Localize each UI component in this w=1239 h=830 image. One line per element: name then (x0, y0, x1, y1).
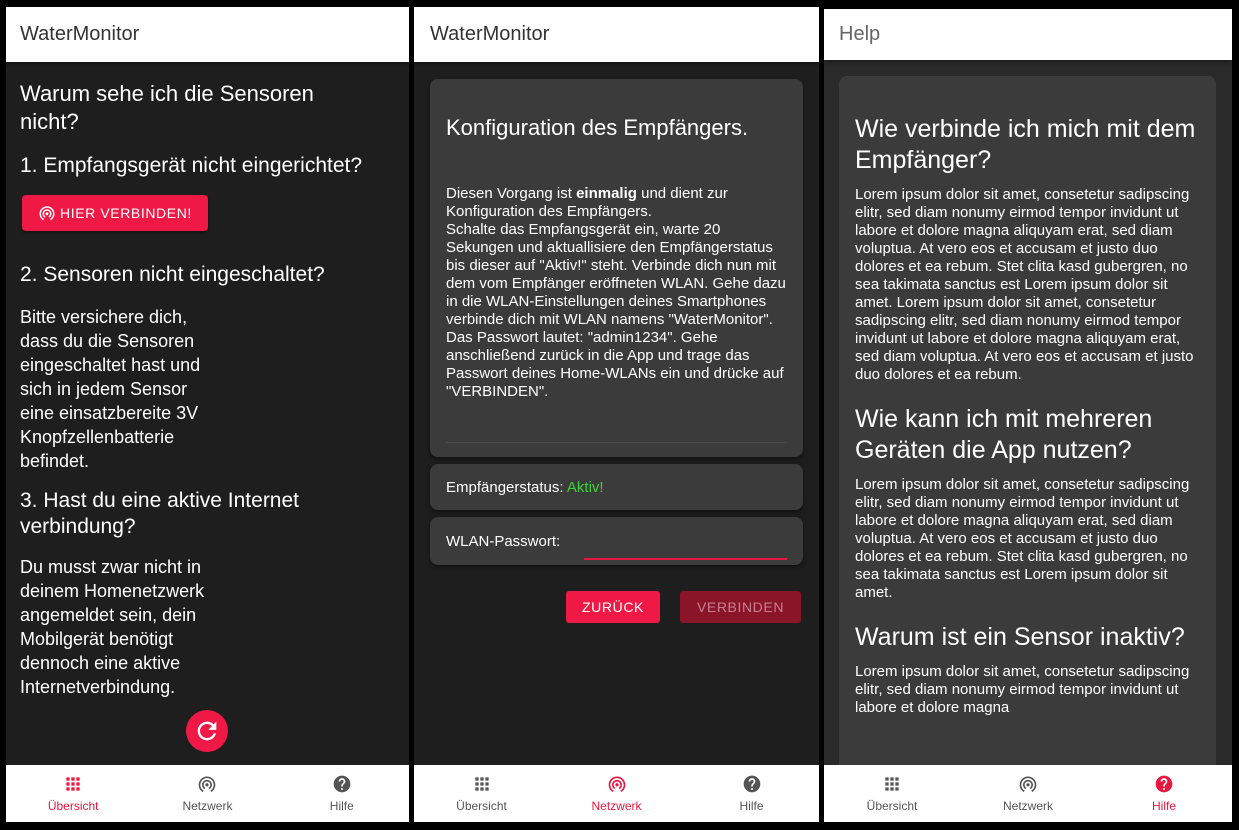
config-text-intro-end: und dient zur Konfiguration des Empfängers. (446, 185, 728, 220)
help-circle-icon (332, 774, 352, 794)
back-button[interactable]: ZURÜCK (566, 591, 660, 623)
card-divider (446, 442, 787, 443)
faq-list (855, 114, 1200, 737)
faq-question: Warum ist ein Sensor inaktiv? (855, 623, 1185, 651)
bottom-navigation (6, 765, 409, 822)
answer-2-line: Bitte versichere dich, (20, 307, 188, 327)
help-circle-icon (742, 774, 762, 794)
nav-help[interactable] (1109, 774, 1219, 813)
wlan-password-label: WLAN-Passwort: (446, 533, 561, 550)
troubleshoot-content (20, 80, 395, 699)
nav-help-label: Hilfe (329, 799, 354, 813)
config-title: Konfiguration des Empfängers. (446, 115, 749, 140)
faq-answer: Lorem ipsum dolor sit amet, consetetur sadipscing elitr, sed diam nonumy eirmod tempor invidunt ut labore et dolore magna (855, 663, 1190, 716)
nav-overview-label: Übersicht (866, 799, 918, 813)
connect-here-button[interactable] (22, 195, 208, 231)
nav-network-label: Netzwerk (182, 799, 233, 813)
bottom-navigation (414, 765, 819, 822)
wifi-tethering-icon (197, 774, 217, 794)
faq-question: Wie verbinde ich mich mit dem Empfänger? (855, 115, 1196, 174)
bottom-navigation (824, 765, 1232, 822)
nav-overview-label: Übersicht (456, 799, 507, 813)
nav-network[interactable] (973, 774, 1083, 813)
nav-overview-label: Übersicht (47, 799, 99, 813)
config-text-bold: einmalig (576, 185, 637, 202)
nav-network[interactable] (152, 774, 262, 813)
input-underline (584, 558, 787, 560)
wifi-tethering-icon (607, 774, 627, 794)
answer-3-line: deinem Homenetzwerk (20, 581, 205, 601)
question-3: 3. Hast du eine aktive Internet verbindung? (20, 489, 299, 538)
faq-question: Wie kann ich mit mehreren Geräten die App nutzen? (855, 405, 1153, 464)
config-card (430, 79, 803, 457)
network-screen (414, 7, 819, 822)
app-bar (824, 9, 1232, 60)
answer-2-line: eine einsatzbereite 3V (20, 403, 199, 423)
answer-3-line: angemeldet sein, dein (20, 605, 197, 625)
help-card (839, 76, 1216, 776)
question-2: 2. Sensoren nicht eingeschaltet? (20, 263, 325, 286)
nav-help-label: Hilfe (739, 799, 764, 813)
nav-help[interactable] (287, 774, 397, 813)
answer-3-line: Internetverbindung. (20, 677, 176, 697)
answer-3-line: Du musst zwar nicht in (20, 557, 202, 577)
config-description (446, 185, 786, 401)
refresh-icon (193, 717, 221, 745)
nav-overview[interactable] (18, 774, 128, 813)
nav-network-label: Netzwerk (1002, 799, 1053, 813)
wlan-card (430, 517, 803, 565)
answer-2-line: dass du die Sensoren (20, 331, 195, 351)
connect-here-label: HIER VERBINDEN! (60, 205, 192, 221)
config-text-intro: Diesen Vorgang ist (446, 185, 577, 202)
app-title: Help (839, 23, 881, 45)
nav-help[interactable] (697, 774, 807, 813)
answer-2 (20, 305, 395, 473)
faq-answer: Lorem ipsum dolor sit amet, consetetur sadipscing elitr, sed diam nonumy eirmod tempor invidunt ut labore et dolore magna aliquyam erat, sed diam voluptua. At vero eos et accusam et justo duo dolores et ea rebum. Stet clita kasd gubergren, no sea takimata sanctus est Lorem ipsum dolor sit amet. (855, 476, 1190, 601)
faq-answer: Lorem ipsum dolor sit amet, consetetur sadipscing elitr, sed diam nonumy eirmod tempor invidunt ut labore et dolore magna aliquyam erat, sed diam voluptua. At vero eos et accusam et justo duo dolores et ea rebum. Stet clita kasd gubergren, no sea takimata sanctus est Lorem ipsum dolor sit amet. Lorem ipsum dolor sit amet, consetetur sadipscing elitr, sed diam nonumy eirmod tempor invidunt ut labore et dolore magna aliquyam erat, sed diam voluptua. At vero eos et accusam et justo duo dolores et ea rebum. (855, 186, 1194, 383)
overview-screen (6, 7, 409, 822)
wifi-tethering-icon (38, 204, 56, 222)
grid-icon (882, 774, 902, 794)
nav-overview[interactable] (427, 774, 537, 813)
connect-button[interactable]: VERBINDEN (680, 591, 801, 623)
app-bar (414, 7, 819, 62)
refresh-button[interactable] (186, 710, 228, 752)
grid-icon (63, 774, 83, 794)
status-value: Aktiv! (566, 479, 604, 496)
wlan-password-input[interactable] (584, 527, 791, 559)
answer-3 (20, 555, 395, 699)
nav-network-label: Netzwerk (591, 799, 642, 813)
help-screen (824, 9, 1232, 822)
answer-2-line: befindet. (20, 451, 90, 471)
grid-icon (472, 774, 492, 794)
page-heading: Warum sehe ich die Sensoren nicht? (20, 81, 314, 134)
question-1: 1. Empfangsgerät nicht eingerichtet? (20, 154, 363, 177)
answer-2-line: eingeschaltet hast und (20, 355, 201, 375)
answer-2-line: Knopfzellenbatterie (20, 427, 175, 447)
answer-3-line: dennoch eine aktive (20, 653, 181, 673)
wifi-tethering-icon (1018, 774, 1038, 794)
answer-2-line: sich in jedem Sensor (20, 379, 188, 399)
nav-overview[interactable] (837, 774, 947, 813)
help-circle-icon (1154, 774, 1174, 794)
answer-3-line: Mobilgerät benötigt (20, 629, 174, 649)
nav-help-label: Hilfe (1151, 799, 1176, 813)
status-label: Empfängerstatus: (446, 479, 567, 496)
app-title: WaterMonitor (430, 23, 550, 45)
status-card (430, 464, 803, 510)
app-title: WaterMonitor (20, 23, 140, 45)
config-text-instructions: Schalte das Empfangsgerät ein, warte 20 Sekungen und aktuallisiere den Empfängerstatus bis dieser auf "Aktiv!" steht. Verbinde dich nun mit dem vom Empfänger eröffneten WLAN. Gehe dazu in die WLAN-Einstellungen deines Smartphones verbinde dich mit WLAN namens "WaterMonitor". Das Passwort lautet: "admin1234". Gehe anschließend zurück in die App und trage das Passwort deines Home-WLANs ein und drücke auf "VERBINDEN". (446, 221, 786, 400)
status-row (446, 479, 604, 496)
app-bar (6, 7, 409, 62)
nav-network[interactable] (562, 774, 672, 813)
